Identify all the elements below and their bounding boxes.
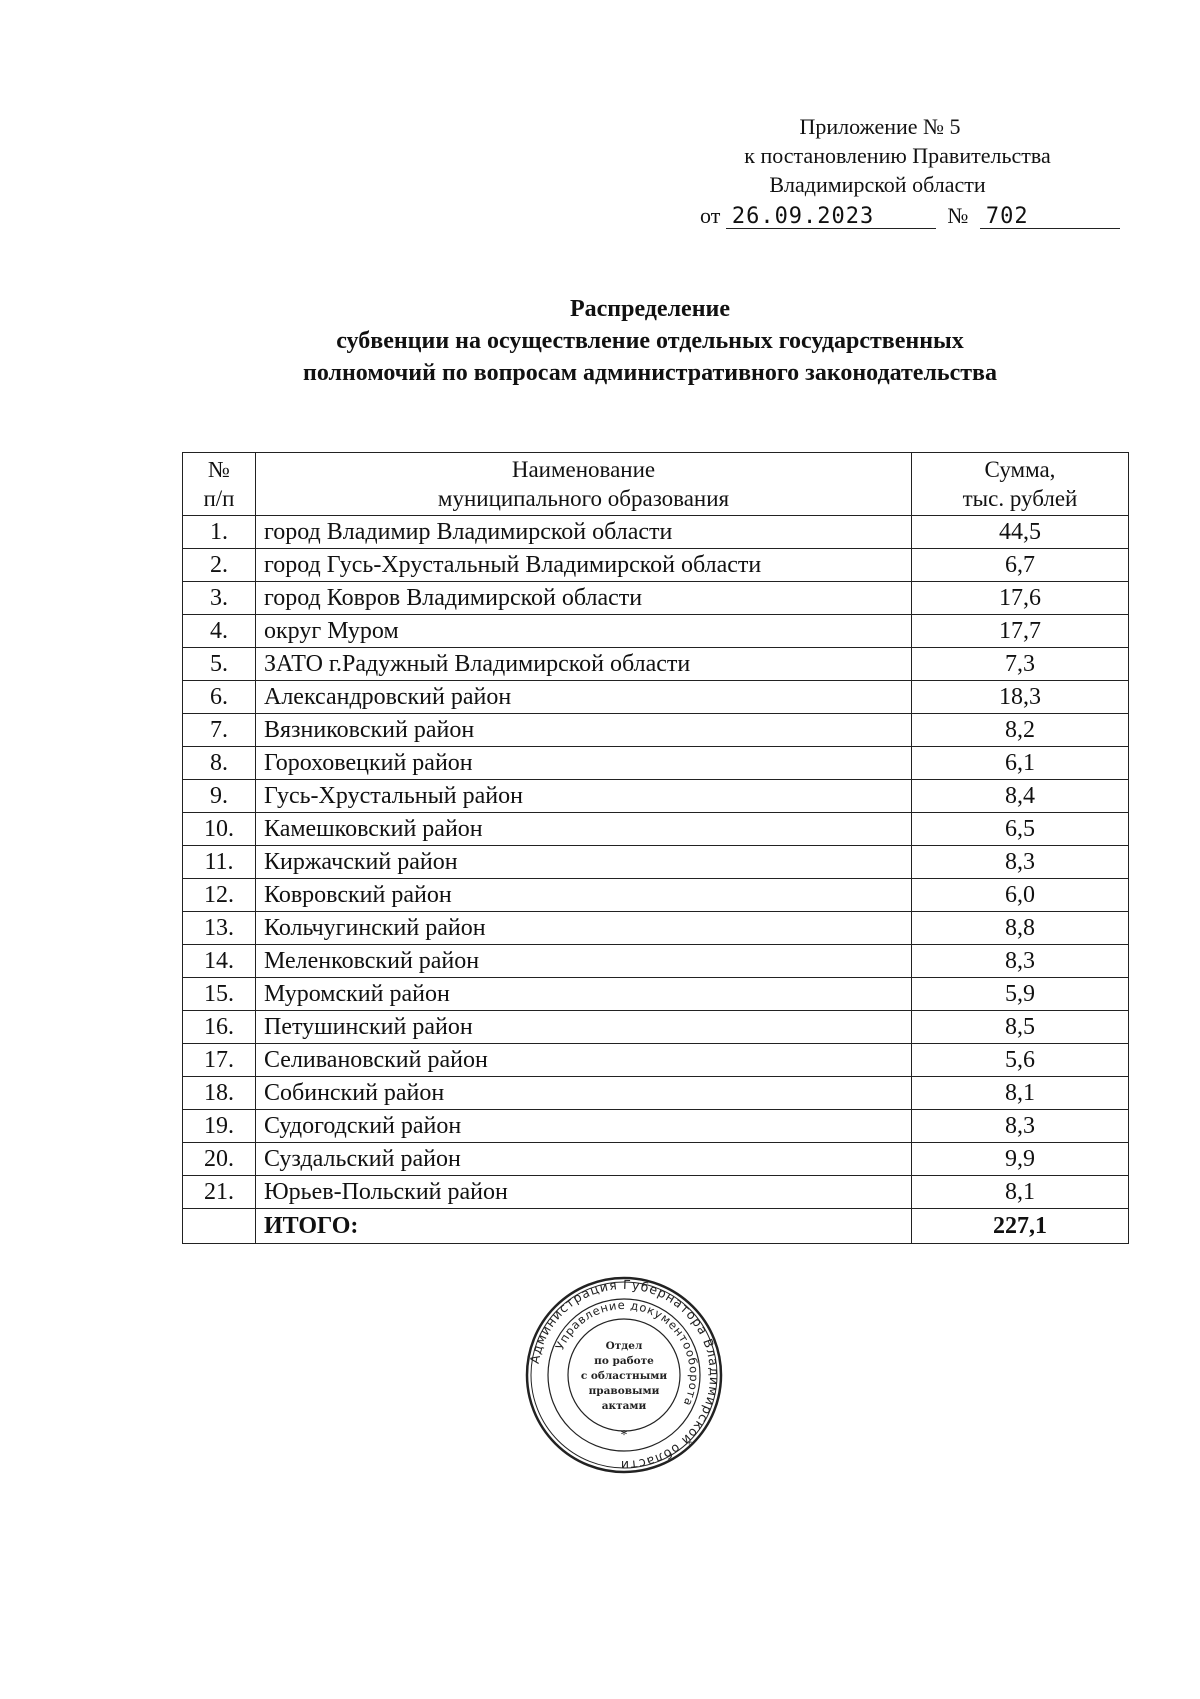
municipality-name: Кольчугинский район xyxy=(256,912,912,945)
region-label: Владимирской области xyxy=(769,172,986,197)
stamp-star: * xyxy=(620,1428,628,1443)
total-number-cell xyxy=(183,1209,256,1244)
row-number: 20. xyxy=(183,1143,256,1176)
table-row xyxy=(183,1077,1129,1110)
col-number-header-line2: п/п xyxy=(203,486,235,511)
municipality-name: Александровский район xyxy=(256,681,912,714)
table-row xyxy=(183,549,1129,582)
col-name-header-line2: муниципального образования xyxy=(437,486,730,511)
table-row xyxy=(183,681,1129,714)
stamp-center-line-3: с областными xyxy=(580,1370,668,1382)
table-row xyxy=(183,615,1129,648)
appendix-header xyxy=(640,112,1110,199)
resolution-number: 702 xyxy=(980,206,1120,229)
table-row xyxy=(183,846,1129,879)
subvention-amount: 8,1 xyxy=(912,1176,1129,1209)
municipality-name: Ковровский район xyxy=(256,879,912,912)
distribution-table xyxy=(182,452,1129,1244)
stamp-center-line-5: актами xyxy=(601,1400,647,1412)
table-row xyxy=(183,1044,1129,1077)
table-row xyxy=(183,1176,1129,1209)
total-label: ИТОГО: xyxy=(256,1209,912,1244)
row-number: 2. xyxy=(183,549,256,582)
col-sum-header-line1: Сумма, xyxy=(984,457,1056,482)
row-number: 14. xyxy=(183,945,256,978)
col-name-header xyxy=(256,453,912,516)
col-name-header-line1: Наименование xyxy=(511,457,656,482)
subvention-amount: 8,1 xyxy=(912,1077,1129,1110)
row-number: 17. xyxy=(183,1044,256,1077)
row-number: 19. xyxy=(183,1110,256,1143)
table-row xyxy=(183,912,1129,945)
row-number: 11. xyxy=(183,846,256,879)
table-row xyxy=(183,1011,1129,1044)
row-number: 13. xyxy=(183,912,256,945)
subvention-amount: 8,3 xyxy=(912,1110,1129,1143)
municipality-name: Гусь-Хрустальный район xyxy=(256,780,912,813)
row-number: 9. xyxy=(183,780,256,813)
subvention-amount: 6,0 xyxy=(912,879,1129,912)
col-sum-header-line2: тыс. рублей xyxy=(962,486,1078,511)
municipality-name: ЗАТО г.Радужный Владимирской области xyxy=(256,648,912,681)
col-number-header-line1: № xyxy=(208,457,230,482)
table-row xyxy=(183,1143,1129,1176)
date-prefix: от xyxy=(700,203,721,228)
subvention-amount: 7,3 xyxy=(912,648,1129,681)
municipality-name: Гороховецкий район xyxy=(256,747,912,780)
subvention-amount: 44,5 xyxy=(912,516,1129,549)
subvention-amount: 8,3 xyxy=(912,846,1129,879)
row-number: 1. xyxy=(183,516,256,549)
official-stamp xyxy=(524,1275,724,1475)
stamp-outer-text: Администрация Губернатора Владимирской области xyxy=(526,1276,723,1474)
table-row xyxy=(183,1110,1129,1143)
municipality-name: Суздальский район xyxy=(256,1143,912,1176)
municipality-name: город Ковров Владимирской области xyxy=(256,582,912,615)
subvention-amount: 8,3 xyxy=(912,945,1129,978)
subvention-amount: 5,9 xyxy=(912,978,1129,1011)
table-row xyxy=(183,780,1129,813)
subvention-amount: 17,6 xyxy=(912,582,1129,615)
subvention-amount: 5,6 xyxy=(912,1044,1129,1077)
table-row xyxy=(183,978,1129,1011)
municipality-name: Киржачский район xyxy=(256,846,912,879)
row-number: 18. xyxy=(183,1077,256,1110)
table-row xyxy=(183,648,1129,681)
col-sum-header xyxy=(912,453,1129,516)
municipality-name: город Владимир Владимирской области xyxy=(256,516,912,549)
subvention-amount: 6,5 xyxy=(912,813,1129,846)
municipality-name: Петушинский район xyxy=(256,1011,912,1044)
subvention-amount: 6,1 xyxy=(912,747,1129,780)
subvention-amount: 9,9 xyxy=(912,1143,1129,1176)
municipality-name: округ Муром xyxy=(256,615,912,648)
row-number: 6. xyxy=(183,681,256,714)
table-row xyxy=(183,945,1129,978)
stamp-center-line-1: Отдел xyxy=(605,1340,643,1352)
table-row xyxy=(183,813,1129,846)
table-row xyxy=(183,879,1129,912)
subvention-amount: 8,8 xyxy=(912,912,1129,945)
subvention-amount: 8,2 xyxy=(912,714,1129,747)
table-body xyxy=(183,516,1129,1209)
row-number: 3. xyxy=(183,582,256,615)
municipality-name: Судогодский район xyxy=(256,1110,912,1143)
table-row xyxy=(183,714,1129,747)
municipality-name: город Гусь-Хрустальный Владимирской области xyxy=(256,549,912,582)
table-row xyxy=(183,516,1129,549)
title-line-2: субвенции на осуществление отдельных государственных xyxy=(336,328,964,354)
municipality-name: Муромский район xyxy=(256,978,912,1011)
total-sum: 227,1 xyxy=(912,1209,1129,1244)
col-number-header xyxy=(183,453,256,516)
appendix-label: Приложение № 5 xyxy=(799,114,961,139)
subvention-amount: 8,4 xyxy=(912,780,1129,813)
row-number: 12. xyxy=(183,879,256,912)
table-row xyxy=(183,747,1129,780)
stamp-center-text xyxy=(581,1340,667,1412)
subvention-amount: 17,7 xyxy=(912,615,1129,648)
resolution-label: к постановлению Правительства xyxy=(744,143,1051,168)
total-row xyxy=(183,1209,1129,1244)
municipality-name: Камешковский район xyxy=(256,813,912,846)
municipality-name: Меленковский район xyxy=(256,945,912,978)
title-line-3: полномочий по вопросам административного законодательства xyxy=(303,360,997,386)
row-number: 10. xyxy=(183,813,256,846)
table-row xyxy=(183,582,1129,615)
municipality-name: Юрьев-Польский район xyxy=(256,1176,912,1209)
municipality-name: Собинский район xyxy=(256,1077,912,1110)
stamp-middle-text: Управление документооборота xyxy=(552,1297,702,1409)
row-number: 4. xyxy=(183,615,256,648)
row-number: 21. xyxy=(183,1176,256,1209)
row-number: 16. xyxy=(183,1011,256,1044)
date-number-line xyxy=(700,203,1120,229)
subvention-amount: 18,3 xyxy=(912,681,1129,714)
number-label: № xyxy=(947,203,969,228)
row-number: 7. xyxy=(183,714,256,747)
subvention-amount: 8,5 xyxy=(912,1011,1129,1044)
row-number: 15. xyxy=(183,978,256,1011)
municipality-name: Вязниковский район xyxy=(256,714,912,747)
resolution-date: 26.09.2023 xyxy=(726,206,936,229)
row-number: 8. xyxy=(183,747,256,780)
stamp-center-line-4: правовыми xyxy=(588,1385,660,1397)
subvention-amount: 6,7 xyxy=(912,549,1129,582)
title-line-1: Распределение xyxy=(569,296,731,322)
document-title xyxy=(170,293,1130,389)
row-number: 5. xyxy=(183,648,256,681)
municipality-name: Селивановский район xyxy=(256,1044,912,1077)
table-header-row xyxy=(183,453,1129,516)
stamp-center-line-2: по работе xyxy=(594,1355,654,1367)
